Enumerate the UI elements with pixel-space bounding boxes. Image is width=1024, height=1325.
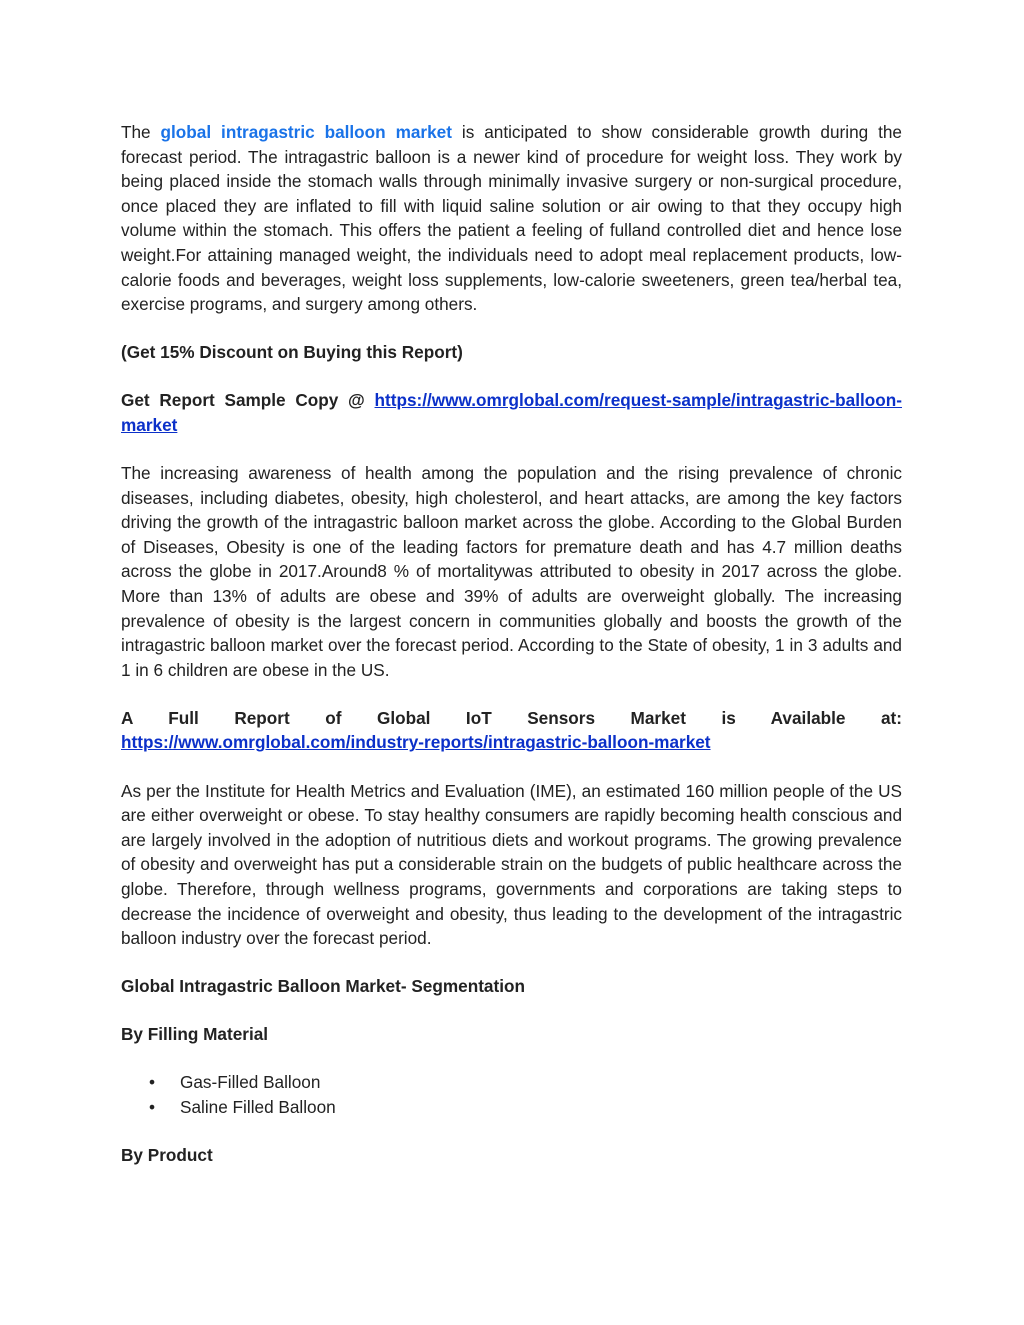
market-highlight: global intragastric balloon market — [160, 122, 452, 142]
sample-link[interactable]: https://www.omrglobal.com/request-sample/intragastric-balloon-market — [121, 390, 902, 435]
list-item-label: Saline Filled Balloon — [180, 1097, 336, 1117]
filling-material-list — [121, 1070, 902, 1119]
list-item — [149, 1095, 902, 1120]
full-report-line — [121, 730, 902, 755]
segmentation-heading: Global Intragastric Balloon Market- Segmentation — [121, 976, 525, 997]
full-report-link[interactable]: https://www.omrglobal.com/industry-reports/intragastric-balloon-market — [121, 732, 711, 753]
sample-label: Get Report Sample Copy @ — [121, 390, 375, 411]
discount-note: (Get 15% Discount on Buying this Report) — [121, 342, 463, 363]
filling-material-heading: By Filling Material — [121, 1024, 269, 1045]
document-page — [121, 120, 902, 1191]
intro-prefix: The — [121, 122, 161, 142]
intro-paragraph — [121, 120, 902, 317]
bullet-icon: • — [149, 1097, 156, 1117]
intro-rest: is anticipated to show considerable growth during the forecast period. The intragastric balloon is a newer kind of procedure for weight loss. They work by being placed inside the stomach walls through minimally invasive surgery or non-surgical procedure, once placed they are inflated to fill with liquid saline solution or air owing to that they occupy high volume within the stomach. This offers the patient a feeling of fulland controlled diet and hence lose weight.For attaining managed weight, the individuals need to adopt meal replacement products, low-calorie foods and beverages, weight loss supplements, low-calorie sweeteners, green tea/herbal tea, exercise programs, and surgery among others. — [121, 122, 902, 315]
ime-paragraph: As per the Institute for Health Metrics and Evaluation (IME), an estimated 160 million people of the US are either overweight or obese. To stay healthy consumers are rapidly becoming health conscious and are largely involved in the adoption of nutritious diets and workout programs. The growing prevalence of obesity and overweight has put a considerable strain on the budgets of public healthcare across the globe. Therefore, through wellness programs, governments and corporations are taking steps to decrease the incidence of overweight and obesity, thus leading to the development of the intragastric balloon industry over the forecast period. — [121, 780, 902, 949]
bullet-icon: • — [149, 1072, 156, 1093]
sample-line — [121, 388, 902, 437]
product-heading: By Product — [121, 1145, 213, 1166]
awareness-paragraph: The increasing awareness of health among the population and the rising prevalence of chronic diseases, including diabetes, obesity, high cholesterol, and heart attacks, are among the key factors driving the growth of the intragastric balloon market across the globe. According to the Global Burden of Diseases, Obesity is one of the leading factors for premature death and has 4.7 million deaths across the globe in 2017.Around8 % of mortalitywas attributed to obesity in 2017 across the globe. More than 13% of adults are obese and 39% of adults are overweight globally. The increasing prevalence of obesity is the largest concern in communities globally and boosts the growth of the intragastric balloon market over the forecast period. According to the State of obesity, 1 in 3 adults and 1 in 6 children are obese in the US. — [121, 463, 902, 680]
list-item — [149, 1070, 902, 1095]
full-report-label: A Full Report of Global IoT Sensors Market is Available at: — [121, 707, 902, 728]
list-item-label: Gas-Filled Balloon — [180, 1072, 321, 1093]
